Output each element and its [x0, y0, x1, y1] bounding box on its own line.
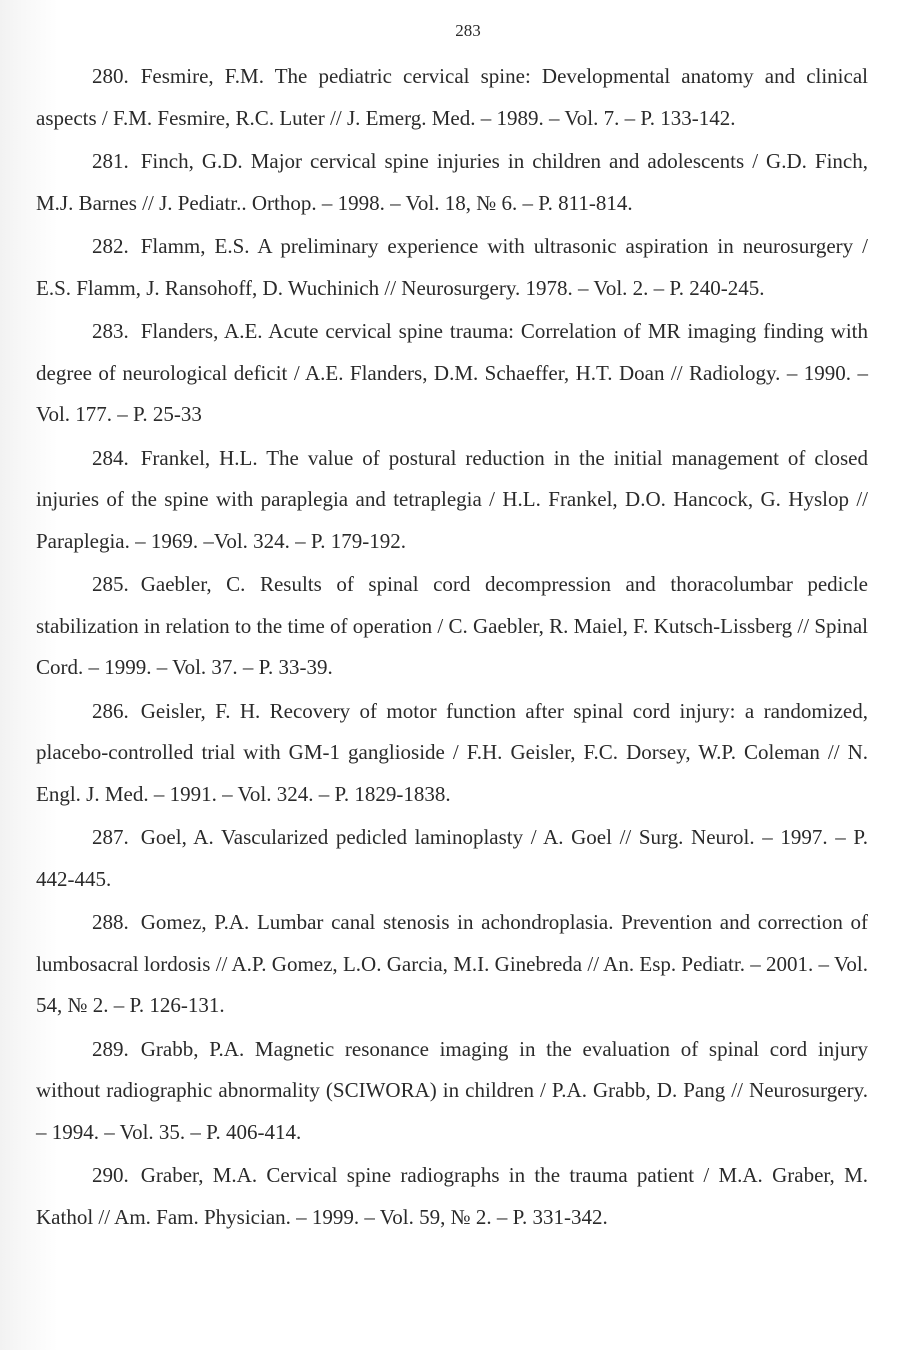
reference-text: Flanders, A.E. Acute cervical spine trauma: Correlation of MR imaging finding with degree of neurological deficit / A.E. Flanders, D.M. Schaeffer, H.T. Doan // Radiology. – 1990. – Vol. 177. – P. 25-33 [36, 319, 868, 426]
reference-item [36, 226, 868, 309]
reference-number: 283. [92, 319, 129, 343]
reference-list [36, 56, 868, 1238]
page-number: 283 [455, 21, 481, 40]
reference-number: 290. [92, 1163, 129, 1187]
reference-number: 285. [92, 572, 129, 596]
reference-item [36, 56, 868, 139]
reference-number: 284. [92, 445, 129, 470]
reference-item [36, 438, 868, 563]
reference-text: Geisler, F. H. Recovery of motor function after spinal cord injury: a randomized, placebo-controlled trial with GM-1 ganglioside / F.H. Geisler, F.C. Dorsey, W.P. Coleman // N. Engl. J. Med. – 1991. – Vol. 324. – P. 1829-1838. [36, 698, 868, 806]
reference-text: Grabb, P.A. Magnetic resonance imaging in the evaluation of spinal cord injury without radiographic abnormality (SCIWORA) in children / P.A. Grabb, D. Pang // Neurosurgery. – 1994. – Vol. 35. – P. 406-414. [36, 1036, 868, 1144]
reference-item [36, 817, 868, 900]
reference-number: 286. [92, 698, 129, 723]
reference-text: Gaebler, C. Results of spinal cord decompression and thoracolumbar pedicle stabilization in relation to the time of operation / C. Gaebler, R. Maiel, F. Kutsch-Lissberg // Spinal Cord. – 1999. – Vol. 37. – P. 33-39. [36, 572, 868, 679]
reference-text: Fesmire, F.M. The pediatric cervical spine: Developmental anatomy and clinical aspects / F.M. Fesmire, R.C. Luter // J. Emerg. Med. – 1989. – Vol. 7. – P. 133-142. [36, 64, 868, 130]
reference-item [36, 902, 868, 1027]
reference-text: Frankel, H.L. The value of postural reduction in the initial management of closed injuries of the spine with paraplegia and tetraplegia / H.L. Frankel, D.O. Hancock, G. Hyslop // Paraplegia. – 1969. –Vol. 324. – P. 179-192. [36, 445, 868, 553]
reference-item [36, 1155, 868, 1238]
reference-item [36, 311, 868, 436]
document-page [36, 20, 868, 1240]
reference-number: 289. [92, 1036, 129, 1061]
reference-text: Finch, G.D. Major cervical spine injuries in children and adolescents / G.D. Finch, M.J. Barnes // J. Pediatr.. Orthop. – 1998. – Vol. 18, № 6. – P. 811-814. [36, 149, 868, 215]
reference-number: 280. [92, 64, 129, 88]
reference-item [36, 564, 868, 689]
reference-number: 282. [92, 234, 129, 258]
reference-item [36, 141, 868, 224]
reference-text: Graber, M.A. Cervical spine radiographs in the trauma patient / M.A. Graber, M. Kathol // Am. Fam. Physician. – 1999. – Vol. 59, № 2. – P. 331-342. [36, 1163, 868, 1229]
reference-text: Gomez, P.A. Lumbar canal stenosis in achondroplasia. Prevention and correction of lumbosacral lordosis // A.P. Gomez, L.O. Garcia, M.I. Ginebreda // An. Esp. Pediatr. – 2001. – Vol. 54, № 2. – P. 126-131. [36, 910, 868, 1017]
reference-item [36, 691, 868, 816]
reference-number: 287. [92, 825, 129, 849]
reference-item [36, 1029, 868, 1154]
reference-text: Goel, A. Vascularized pedicled laminoplasty / A. Goel // Surg. Neurol. – 1997. – P. 442-445. [36, 825, 868, 891]
reference-text: Flamm, E.S. A preliminary experience with ultrasonic aspiration in neurosurgery / E.S. Flamm, J. Ransohoff, D. Wuchinich // Neurosurgery. 1978. – Vol. 2. – P. 240-245. [36, 234, 868, 300]
reference-number: 288. [92, 910, 129, 934]
reference-number: 281. [92, 149, 129, 173]
